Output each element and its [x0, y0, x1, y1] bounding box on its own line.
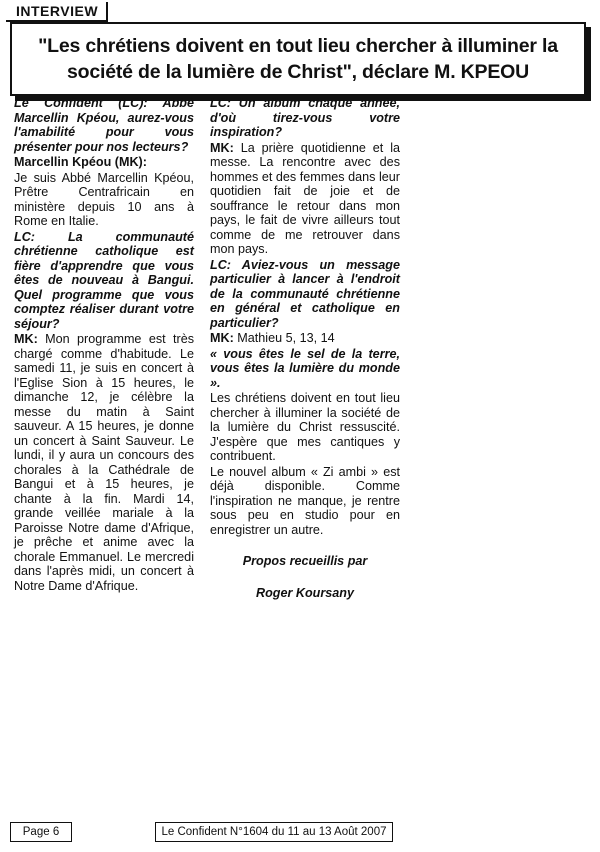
interview-answer: Je suis Abbé Marcellin Kpéou, Prêtre Centrafricain en ministère depuis 10 ans à Rome en Italie.	[14, 170, 194, 228]
speaker-prefix: MK:	[210, 331, 234, 345]
credit-author: Roger Koursany	[256, 586, 354, 600]
page-footer	[10, 822, 390, 842]
interview-question: LC: Un album chaque année, d'où tirez-vous votre inspiration?	[210, 96, 400, 139]
interview-question: Le Confident (LC): Abbé Marcellin Kpéou, aurez-vous l'amabilité pour vous présenter pour nos lecteurs?	[14, 96, 194, 154]
interview-answer	[210, 141, 400, 257]
speaker-label: Marcellin Kpéou (MK):	[14, 155, 147, 169]
section-label: INTERVIEW	[6, 2, 108, 22]
column-left	[14, 96, 194, 594]
interview-answer: Le nouvel album « Zi ambi » est déjà disponible. Comme l'inspiration ne manque, je rentre sous peu en studio pour en enregistrer un autre.	[210, 464, 400, 537]
answer-text: Mathieu 5, 13, 14	[233, 331, 335, 345]
column-right	[210, 96, 400, 602]
interview-question: LC: La communauté chrétienne catholique est fière d'apprendre que vous êtes de nouveau à Bangui. Quel programme que vous comptez réaliser durant votre séjour?	[14, 229, 194, 331]
credit-line: Propos recueillis par	[242, 554, 368, 568]
answer-text: La prière quotidienne et la messe. La rencontre avec des hommes et des femmes dans leur quotidien fait de joie et de souffrance le retour dans mon pays, le fait de vivre ailleurs tout comme de me retrouver dans mon pays.	[210, 140, 400, 256]
page-number: Page 6	[10, 822, 72, 842]
answer-text: Mon programme est très chargé comme d'habitude. Le samedi 11, je suis en concert à l'Eglise Sion à 15 heures, le dimanche 12, je célèbre la messe du matin à Saint sauveur. A 15 heures, je donne un concert à Saint Sauveur. Le lundi, il y aura un concours des chorales à la Cathédrale de Bangui et à 15 heures, je chante à la fin. Mardi 14, grande veillée mariale à la Paroisse Notre dame d'Afrique, je prêche et anime avec la chorale Emmanuel. Le mercredi dans l'après midi, un concert à Notre Dame d'Afrique.	[14, 332, 194, 593]
headline-box	[10, 22, 586, 96]
headline: "Les chrétiens doivent en tout lieu chercher à illuminer la société de la lumière de Christ", déclare M. KPEOU	[38, 35, 558, 83]
interview-answer: Les chrétiens doivent en tout lieu chercher à illuminer la société de la lumière du Christ ressuscité. J'espère que mes cantiques y contribuent.	[210, 391, 400, 463]
bible-quote: « vous êtes le sel de la terre, vous êtes la lumière du monde ».	[210, 346, 400, 390]
speaker-prefix: MK:	[14, 332, 38, 346]
interview-answer	[210, 331, 400, 346]
interview-answer	[14, 332, 194, 593]
speaker-prefix: MK:	[210, 140, 234, 155]
interview-question: LC: Aviez-vous un message particulier à lancer à l'endroit de la communauté chrétienne en général et catholique en particulier?	[210, 257, 400, 330]
issue-info: Le Confident N°1604 du 11 au 13 Août 2007	[155, 822, 393, 842]
